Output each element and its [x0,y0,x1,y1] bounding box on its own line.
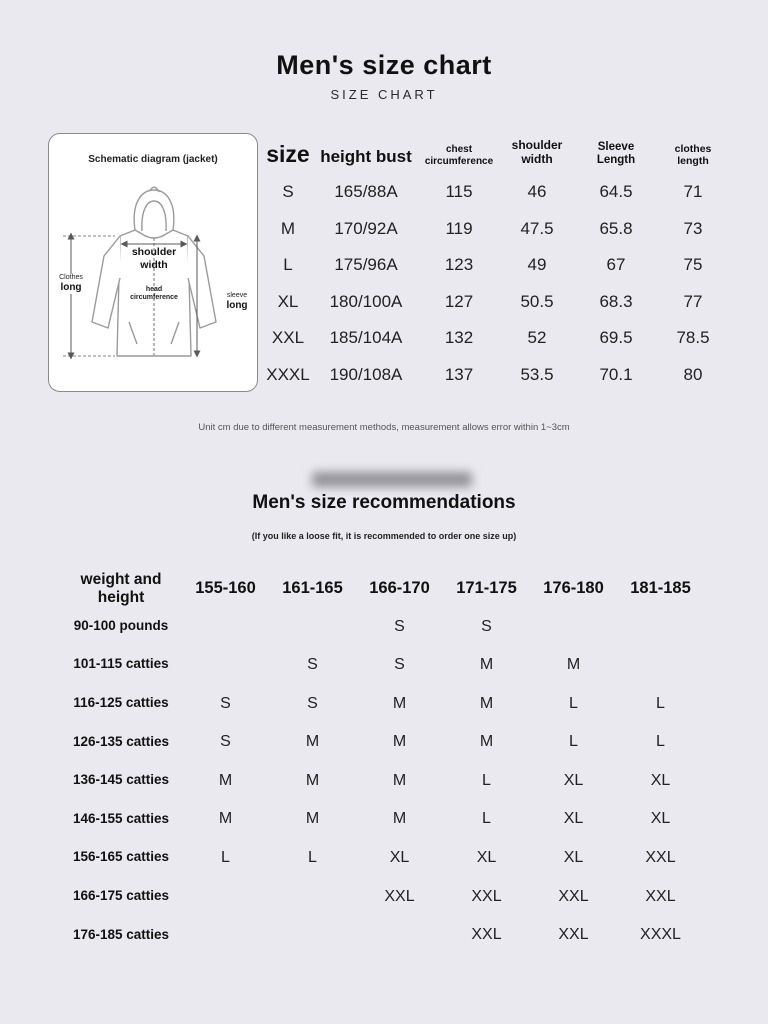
size-table-cell-r4c4: 69.5 [599,328,633,348]
page-title: Men's size chart [276,50,492,80]
size-table-cell-r4c3: 52 [527,328,547,348]
recommendations-table-cell-r3c1: S [220,733,231,751]
size-table [260,126,726,393]
size-table-cell-r0c4: 64.5 [599,182,633,202]
recommendations-table-cell-r5c1: M [218,810,233,828]
recommendations-table-cell-r0c2 [269,607,356,646]
page-subtitle: SIZE CHART [330,87,438,102]
recommendations-table-cell-r3c0: 126-135 catties [72,733,170,749]
size-table-cell-r5c3: 53.5 [520,364,554,384]
recommendations-table-cell-r1c4: M [479,656,494,674]
size-table-cell-r4c5: 78.5 [676,328,710,348]
recommendations-table-cell-r1c3: S [394,656,405,674]
recommendations-table-cell-r8c0: 176-185 catties [72,926,170,942]
recommendations-table-header-1: 155-160 [195,579,256,598]
recommendations-table-cell-r0c6 [617,607,704,646]
recommendations-table-cell-r4c4: L [482,771,491,789]
size-table-cell-r3c2: 127 [444,291,474,311]
jacket-diagram-panel [48,133,258,392]
size-table-header-3: shoulder width [511,138,563,167]
recommendations-table-header-6: 181-185 [630,579,691,598]
size-table-cell-r3c4: 68.3 [599,291,633,311]
label-clothes: Clothes [59,274,83,281]
recommendations-table-cell-r7c0: 166-175 catties [72,888,170,904]
size-table-cell-r2c4: 67 [606,255,626,275]
size-table-cell-r1c0: M [280,218,296,238]
size-table-cell-r5c0: XXXL [266,364,310,384]
diagram-title: Schematic diagram (jacket) [88,154,218,165]
recommendations-table-cell-r3c3: M [392,733,407,751]
recommendations-table-cell-r8c5: XXL [558,926,589,944]
recommendations-table-cell-r6c2: L [308,849,317,867]
recommendations-table-cell-r0c4: S [481,617,492,635]
size-table-cell-r5c5: 80 [683,364,703,384]
size-table-cell-r0c2: 115 [445,182,473,202]
recommendations-table-cell-r6c3: XL [389,849,410,867]
recommendations-table-cell-r2c0: 116-125 catties [73,695,169,711]
size-table-cell-r1c3: 47.5 [520,218,554,238]
size-table-cell-r4c1: 185/104A [329,328,403,348]
recommendations-table-cell-r4c6: XL [650,771,671,789]
size-table-cell-r2c0: L [283,255,293,275]
recommendations-table-header-4: 171-175 [456,579,517,598]
recommendations-table-cell-r0c5 [530,607,617,646]
recommendations-table-cell-r1c5: M [566,656,581,674]
recommendations-table-cell-r4c5: XL [563,771,584,789]
size-table-cell-r3c5: 77 [683,291,703,311]
size-table-cell-r1c5: 73 [683,218,703,238]
size-table-cell-r1c4: 65.8 [599,218,633,238]
recommendations-table-cell-r1c2: S [307,656,318,674]
recommendations-table-cell-r0c3: S [394,617,405,635]
size-table-cell-r5c1: 190/108A [329,364,403,384]
size-table-cell-r4c0: XXL [271,328,305,348]
size-table-cell-r0c5: 71 [683,182,703,202]
size-table-cell-r2c3: 49 [527,255,547,275]
recommendations-table-cell-r5c6: XL [650,810,671,828]
recommendations-table-cell-r8c3 [356,916,443,955]
label-head-circumference: head circumference [130,286,178,302]
recommendations-table-cell-r6c0: 156-165 catties [72,849,170,865]
unit-note: Unit cm due to different measurement methods, measurement allows error within 1~3cm [198,422,570,433]
recommendations-table-cell-r5c4: L [482,810,491,828]
recommendations-table [60,570,704,954]
left-sleeve [92,236,120,328]
recommendations-table-cell-r8c2 [269,916,356,955]
recommendations-table-header-2: 161-165 [282,579,343,598]
recommendations-table-cell-r1c0: 101-115 catties [73,656,169,672]
label-sleeve-long [219,292,255,312]
size-table-header-5: clothes length [674,142,712,167]
size-table-cell-r2c2: 123 [444,255,474,275]
recommendations-table-cell-r4c2: M [305,771,320,789]
size-table-cell-r5c4: 70.1 [599,364,633,384]
recommendations-table-cell-r7c1 [182,877,269,916]
recommendations-table-cell-r8c1 [182,916,269,955]
size-table-cell-r3c1: 180/100A [329,291,403,311]
recommendations-table-cell-r6c5: XL [563,849,584,867]
recommendations-table-cell-r1c6 [617,646,704,685]
recommendations-table-cell-r0c1 [182,607,269,646]
size-table-cell-r3c3: 50.5 [520,291,554,311]
size-table-header-1: height bust [320,147,412,167]
recommendations-table-cell-r5c3: M [392,810,407,828]
recommendations-table-cell-r3c5: L [569,733,578,751]
recommendations-table-cell-r7c5: XXL [558,887,589,905]
size-table-header-2: chest circumference [424,144,494,167]
recommendations-table-cell-r7c3: XXL [384,887,415,905]
recommendations-table-cell-r2c2: S [307,694,318,712]
hood-inner [142,201,166,231]
recommendations-table-cell-r3c6: L [656,733,665,751]
recommendations-table-header-5: 176-180 [543,579,604,598]
recommendations-table-cell-r3c2: M [305,733,320,751]
recommendations-table-cell-r7c4: XXL [471,887,502,905]
label-sleeve-long-word: long [226,300,248,312]
recommendations-table-cell-r6c4: XL [476,849,497,867]
hood-outline [134,190,174,230]
size-table-header-0: size [266,140,310,167]
size-table-cell-r3c0: XL [277,291,299,311]
recommendations-table-cell-r2c5: L [569,694,578,712]
recommendations-table-cell-r4c0: 136-145 catties [72,772,170,788]
size-table-cell-r0c0: S [282,182,294,202]
size-table-cell-r2c1: 175/96A [334,255,398,275]
recommendations-table-cell-r8c4: XXL [471,926,502,944]
label-shoulder-width: shoulder width [131,246,177,271]
label-clothes-long-word: long [60,282,82,294]
size-table-cell-r0c1: 165/88A [334,182,398,202]
recommendations-subtitle: (If you like a loose fit, it is recommended to order one size up) [251,531,517,541]
size-table-cell-r0c3: 46 [527,182,547,202]
recommendations-table-cell-r2c6: L [656,694,665,712]
recommendations-table-cell-r2c4: M [479,694,494,712]
recommendations-table-cell-r2c3: M [392,694,407,712]
label-clothes-long [53,274,89,294]
right-sleeve [188,236,216,328]
recommendations-title: Men's size recommendations [252,492,516,513]
size-table-cell-r4c2: 132 [444,328,474,348]
recommendations-table-cell-r7c6: XXL [645,887,676,905]
recommendations-table-cell-r5c5: XL [563,810,584,828]
recommendations-table-cell-r3c4: M [479,733,494,751]
size-table-cell-r5c2: 137 [444,364,474,384]
size-table-header-4: Sleeve Length [596,140,636,166]
size-table-cell-r1c1: 170/92A [334,218,398,238]
recommendations-table-cell-r4c3: M [392,771,407,789]
recommendations-table-cell-r4c1: M [218,771,233,789]
recommendations-table-header-3: 166-170 [369,579,430,598]
label-sleeve: sleeve [226,292,248,299]
recommendations-table-cell-r6c6: XXL [645,849,676,867]
recommendations-table-cell-r0c0: 90-100 pounds [73,617,169,633]
size-table-cell-r2c5: 75 [683,255,703,275]
recommendations-table-cell-r6c1: L [221,849,230,867]
recommendations-table-cell-r7c2 [269,877,356,916]
blurred-text-strip [312,472,472,487]
recommendations-table-cell-r5c2: M [305,810,320,828]
recommendations-table-header-0: weight and height [80,571,162,606]
recommendations-table-cell-r2c1: S [220,694,231,712]
recommendations-table-cell-r1c1 [182,646,269,685]
size-table-cell-r1c2: 119 [445,218,473,238]
recommendations-table-cell-r8c6: XXXL [640,926,681,944]
recommendations-table-cell-r5c0: 146-155 catties [72,810,170,826]
